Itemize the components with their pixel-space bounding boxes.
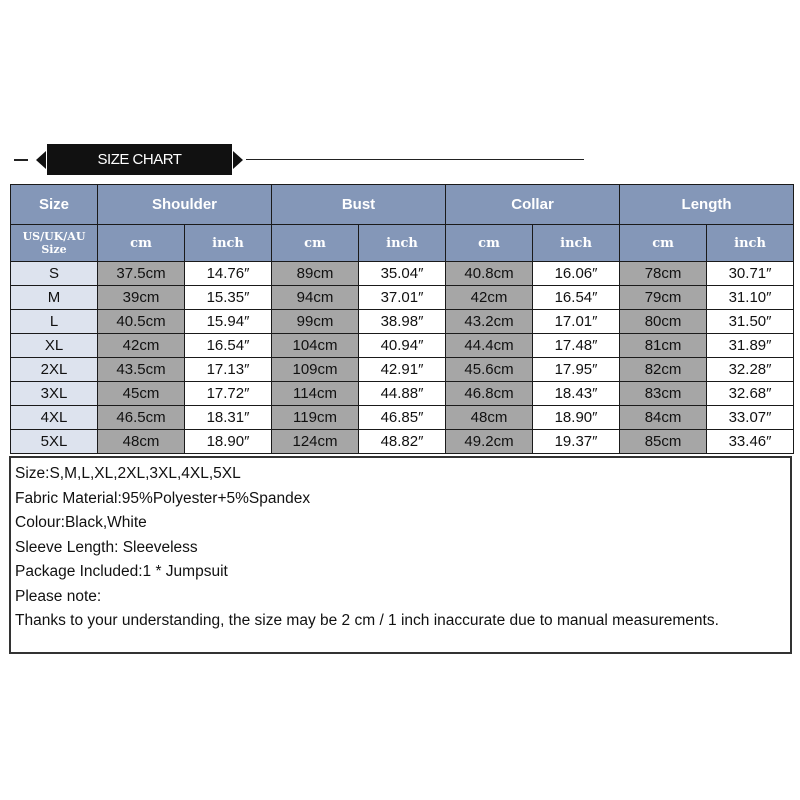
unit-inch: inch [707,225,794,262]
banner-right-arrow-icon [233,151,243,169]
cell-length-cm: 83cm [620,382,707,406]
unit-inch: inch [533,225,620,262]
banner-left-arrow-icon [36,151,46,169]
cell-bust-inch: 44.88″ [359,382,446,406]
cell-length-cm: 84cm [620,406,707,430]
cell-length-cm: 78cm [620,262,707,286]
table-row [11,406,794,430]
header-size: Size [11,185,98,225]
subheader-size-region: US/UK/AU [22,230,86,243]
header-length: Length [620,185,794,225]
info-note-heading: Please note: [15,587,102,605]
cell-collar-cm: 49.2cm [446,430,533,454]
cell-shoulder-inch: 17.13″ [185,358,272,382]
size-chart-table [10,184,794,454]
product-info-box [9,456,792,654]
cell-size: 2XL [11,358,98,382]
cell-length-cm: 80cm [620,310,707,334]
cell-collar-inch: 17.95″ [533,358,620,382]
cell-collar-inch: 18.43″ [533,382,620,406]
cell-shoulder-inch: 17.72″ [185,382,272,406]
unit-row [11,225,794,262]
unit-cm: cm [620,225,707,262]
cell-collar-cm: 46.8cm [446,382,533,406]
size-chart-banner [10,142,590,178]
cell-length-inch: 31.10″ [707,286,794,310]
cell-shoulder-cm: 39cm [98,286,185,310]
cell-size: 3XL [11,382,98,406]
cell-collar-cm: 42cm [446,286,533,310]
cell-bust-cm: 104cm [272,334,359,358]
cell-collar-inch: 16.06″ [533,262,620,286]
header-shoulder: Shoulder [98,185,272,225]
unit-inch: inch [185,225,272,262]
header-row [11,185,794,225]
cell-bust-inch: 48.82″ [359,430,446,454]
cell-shoulder-cm: 37.5cm [98,262,185,286]
cell-collar-cm: 43.2cm [446,310,533,334]
cell-size: M [11,286,98,310]
header-collar: Collar [446,185,620,225]
cell-length-inch: 31.50″ [707,310,794,334]
cell-bust-cm: 124cm [272,430,359,454]
cell-bust-cm: 119cm [272,406,359,430]
info-sleeve: Sleeve Length: Sleeveless [15,538,198,556]
banner-rule [246,159,584,160]
info-note-text: Thanks to your understanding, the size may be 2 cm / 1 inch inaccurate due to manual measurements. [15,612,719,629]
unit-cm: cm [98,225,185,262]
cell-length-inch: 33.46″ [707,430,794,454]
cell-collar-cm: 44.4cm [446,334,533,358]
cell-bust-inch: 42.91″ [359,358,446,382]
cell-collar-inch: 16.54″ [533,286,620,310]
cell-size: S [11,262,98,286]
table-row [11,334,794,358]
unit-cm: cm [446,225,533,262]
unit-cm: cm [272,225,359,262]
cell-size: L [11,310,98,334]
cell-length-cm: 81cm [620,334,707,358]
cell-collar-cm: 45.6cm [446,358,533,382]
cell-shoulder-cm: 40.5cm [98,310,185,334]
cell-size: XL [11,334,98,358]
cell-collar-inch: 18.90″ [533,406,620,430]
header-bust: Bust [272,185,446,225]
cell-size: 4XL [11,406,98,430]
cell-length-cm: 82cm [620,358,707,382]
table-body [11,262,794,454]
cell-shoulder-cm: 46.5cm [98,406,185,430]
banner-title: SIZE CHART [47,144,232,175]
cell-shoulder-cm: 42cm [98,334,185,358]
info-fabric: Fabric Material:95%Polyester+5%Spandex [15,489,311,507]
cell-length-inch: 33.07″ [707,406,794,430]
cell-bust-cm: 89cm [272,262,359,286]
info-size: Size:S,M,L,XL,2XL,3XL,4XL,5XL [15,465,241,482]
cell-bust-inch: 46.85″ [359,406,446,430]
cell-length-cm: 85cm [620,430,707,454]
subheader-size-label: Size [41,243,67,256]
cell-bust-cm: 114cm [272,382,359,406]
table-row [11,310,794,334]
cell-bust-inch: 37.01″ [359,286,446,310]
banner-dash [14,159,28,161]
info-package: Package Included:1 * Jumpsuit [15,563,228,580]
cell-length-inch: 31.89″ [707,334,794,358]
cell-length-cm: 79cm [620,286,707,310]
table-row [11,382,794,406]
subheader-size [11,225,98,262]
cell-bust-inch: 40.94″ [359,334,446,358]
cell-shoulder-cm: 45cm [98,382,185,406]
cell-shoulder-cm: 43.5cm [98,358,185,382]
table-row [11,430,794,454]
cell-collar-cm: 40.8cm [446,262,533,286]
table-row [11,358,794,382]
cell-bust-cm: 94cm [272,286,359,310]
cell-shoulder-cm: 48cm [98,430,185,454]
cell-bust-cm: 109cm [272,358,359,382]
cell-collar-cm: 48cm [446,406,533,430]
info-colour: Colour:Black,White [15,514,147,531]
table-row [11,262,794,286]
unit-inch: inch [359,225,446,262]
cell-shoulder-inch: 15.94″ [185,310,272,334]
cell-shoulder-inch: 16.54″ [185,334,272,358]
cell-size: 5XL [11,430,98,454]
cell-length-inch: 32.28″ [707,358,794,382]
cell-shoulder-inch: 18.31″ [185,406,272,430]
cell-collar-inch: 17.48″ [533,334,620,358]
cell-bust-cm: 99cm [272,310,359,334]
cell-bust-inch: 35.04″ [359,262,446,286]
cell-collar-inch: 19.37″ [533,430,620,454]
cell-collar-inch: 17.01″ [533,310,620,334]
cell-shoulder-inch: 15.35″ [185,286,272,310]
cell-shoulder-inch: 14.76″ [185,262,272,286]
table-row [11,286,794,310]
cell-shoulder-inch: 18.90″ [185,430,272,454]
cell-bust-inch: 38.98″ [359,310,446,334]
cell-length-inch: 30.71″ [707,262,794,286]
cell-length-inch: 32.68″ [707,382,794,406]
